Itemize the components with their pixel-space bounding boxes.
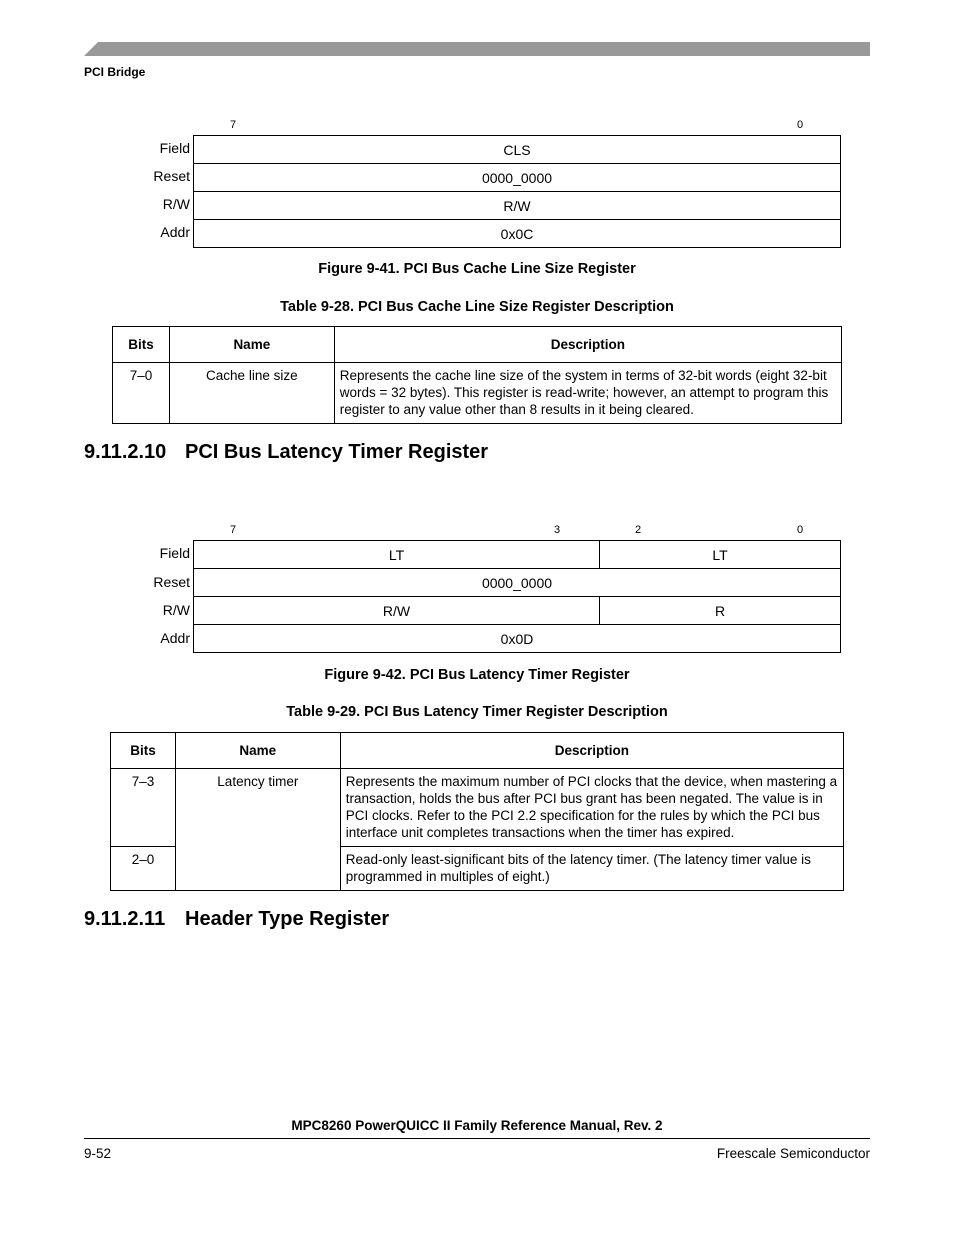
header-bits: Bits (111, 733, 176, 769)
table-header-row (111, 733, 844, 769)
register-rw-row (193, 191, 841, 220)
register-addr-row (193, 624, 841, 653)
running-head: PCI Bridge (84, 65, 146, 79)
bit-number-0: 0 (797, 524, 804, 536)
bit-number-7: 7 (230, 119, 237, 131)
footer-company: Freescale Semiconductor (716, 1146, 870, 1161)
register-reset-row (193, 163, 841, 192)
section-heading (84, 441, 488, 464)
page-number: 9-52 (84, 1146, 112, 1161)
figure-caption: Figure 9-41. PCI Bus Cache Line Size Register (318, 261, 636, 277)
field-cls: CLS (503, 141, 531, 158)
cell-description: Represents the maximum number of PCI clocks that the device, when mastering a transaction, holds the bus after PCI bus grant has been negated. The value is in PCI clocks. Refer to the PCI 2.2 specification for the rules by which the PCI bus interface unit completes transactions when the timer has expired. (340, 769, 843, 847)
section-number: 9.11.2.10 (84, 441, 167, 463)
header-name: Name (169, 327, 334, 363)
rw-value-high: R/W (382, 602, 411, 619)
cell-name: Latency timer (175, 769, 340, 891)
row-label-rw: R/W (162, 602, 190, 618)
cell-bits: 7–3 (111, 769, 176, 847)
register-field-row (193, 135, 841, 164)
bit-number-2: 2 (635, 524, 642, 536)
addr-value: 0x0D (500, 630, 534, 647)
addr-value: 0x0C (500, 225, 534, 242)
header-bits: Bits (113, 327, 170, 363)
field-lt-low: LT (599, 541, 840, 568)
table-row (113, 363, 842, 424)
row-label-field: Field (159, 545, 190, 561)
row-label-rw: R/W (162, 196, 190, 212)
cell-bits: 7–0 (113, 363, 170, 424)
table-header-row (113, 327, 842, 363)
rw-value: R/W (503, 197, 531, 214)
header-description: Description (334, 327, 841, 363)
header-bar (84, 42, 870, 56)
table-caption: Table 9-29. PCI Bus Latency Timer Register Description (286, 704, 668, 720)
header-name: Name (175, 733, 340, 769)
footer-divider (84, 1138, 870, 1139)
bit-number-3: 3 (554, 524, 561, 536)
section-heading (84, 908, 389, 931)
table-9-29 (110, 732, 844, 891)
register-reset-row (193, 568, 841, 597)
register-field-row (193, 540, 841, 569)
bit-number-0: 0 (797, 119, 804, 131)
section-title: PCI Bus Latency Timer Register (185, 441, 489, 463)
section-title: Header Type Register (185, 908, 390, 930)
cell-bits: 2–0 (111, 847, 176, 891)
section-number: 9.11.2.11 (84, 908, 166, 930)
table-9-28 (112, 326, 842, 424)
row-label-reset: Reset (153, 574, 190, 590)
bit-number-7: 7 (230, 524, 237, 536)
cell-description: Represents the cache line size of the system in terms of 32-bit words (eight 32-bit words = 32 bytes). This register is read-write; however, an attempt to program this register to any value other than 8 results in it being cleared. (334, 363, 841, 424)
row-label-reset: Reset (153, 168, 190, 184)
register-addr-row (193, 219, 841, 248)
rw-value-low: R (599, 597, 840, 624)
reset-value: 0000_0000 (481, 574, 553, 591)
field-lt-high: LT (388, 546, 405, 563)
register-rw-row (193, 596, 841, 625)
cell-name: Cache line size (169, 363, 334, 424)
row-label-field: Field (159, 140, 190, 156)
reset-value: 0000_0000 (481, 169, 553, 186)
figure-caption: Figure 9-42. PCI Bus Latency Timer Register (324, 667, 630, 683)
footer-title: MPC8260 PowerQUICC II Family Reference Manual, Rev. 2 (291, 1118, 663, 1133)
header-description: Description (340, 733, 843, 769)
table-row (111, 769, 844, 847)
row-label-addr: Addr (160, 224, 190, 240)
cell-description: Read-only least-significant bits of the latency timer. (The latency timer value is programmed in multiples of eight.) (340, 847, 843, 891)
row-label-addr: Addr (160, 630, 190, 646)
table-caption: Table 9-28. PCI Bus Cache Line Size Register Description (280, 299, 674, 315)
